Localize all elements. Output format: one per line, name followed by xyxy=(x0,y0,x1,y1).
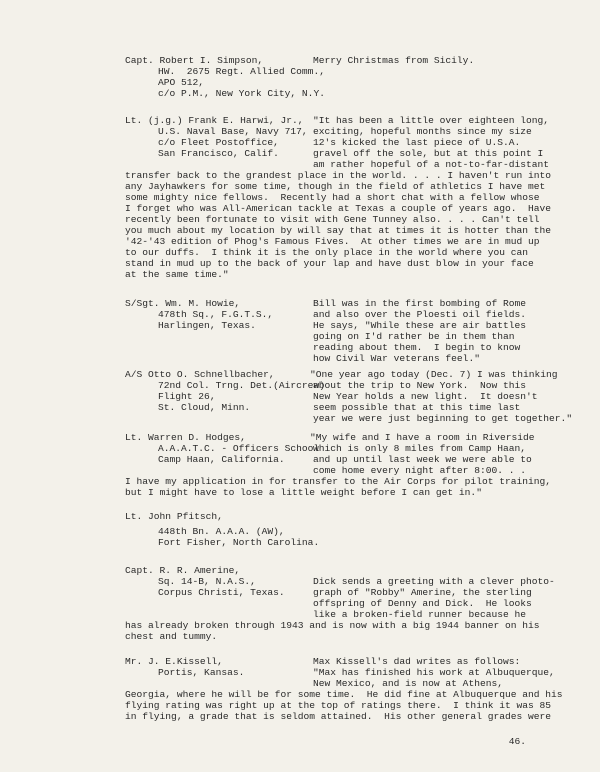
message-line: Merry Christmas from Sicily. xyxy=(313,55,475,66)
message-line: offspring of Denny and Dick. He looks xyxy=(313,598,532,609)
message-line: going on I'd rather be in them than xyxy=(313,331,515,342)
message-line: year we were just beginning to get together." xyxy=(313,413,573,424)
continuation-line: flying rating was right up at the top of ratings there. I think it was 85 xyxy=(125,700,552,711)
address-line: A.A.A.T.C. - Officers School xyxy=(158,443,320,454)
address-line: U.S. Naval Base, Navy 717, xyxy=(158,126,308,137)
address-line: Sq. 14-B, N.A.S., xyxy=(158,576,256,587)
address-line: S/Sgt. Wm. M. Howie, xyxy=(125,298,241,309)
message-line: which is only 8 miles from Camp Haan, xyxy=(313,443,527,454)
message-line: Bill was in the first bombing of Rome xyxy=(313,298,527,309)
address-line: Harlingen, Texas. xyxy=(158,320,256,331)
address-line: Lt. John Pfitsch, xyxy=(125,511,223,522)
continuation-line: to our duffs. I think it is the only place in the world where you can xyxy=(125,247,529,258)
address-line: 478th Sq., F.G.T.S., xyxy=(158,309,274,320)
page-number: 46. xyxy=(508,736,526,747)
address-line: c/o Fleet Postoffice, xyxy=(158,137,279,148)
address-line: Corpus Christi, Texas. xyxy=(158,587,285,598)
message-line: 12's kicked the last piece of U.S.A. xyxy=(313,137,521,148)
continuation-line: '42-'43 edition of Phog's Famous Fives. At other times we are in mud up xyxy=(125,236,540,247)
continuation-line: some mighty nice fellows. Recently had a short chat with a fellow whose xyxy=(125,192,540,203)
address-line: APO 512, xyxy=(158,77,205,88)
continuation-line: stand in mud up to the back of your lap and have dust blow in your face xyxy=(125,258,534,269)
address-line: Lt. Warren D. Hodges, xyxy=(125,432,246,443)
message-line: "My wife and I have a room in Riverside xyxy=(310,432,535,443)
address-line: A/S Otto O. Schnellbacher, xyxy=(125,369,275,380)
address-line: St. Cloud, Minn. xyxy=(158,402,251,413)
address-line: Flight 26, xyxy=(158,391,216,402)
continuation-line: Georgia, where he will be for some time. He did fine at Albuquerque and his xyxy=(125,689,563,700)
message-line: New Mexico, and is now at Athens, xyxy=(313,678,503,689)
address-line: San Francisco, Calif. xyxy=(158,148,279,159)
continuation-line: transfer back to the grandest place in the world. . . . I haven't run into xyxy=(125,170,552,181)
continuation-line: chest and tummy. xyxy=(125,631,218,642)
message-line: and also over the Ploesti oil fields. xyxy=(313,309,527,320)
continuation-line: recently been fortunate to visit with Gene Tunney also. . . . Can't tell xyxy=(125,214,540,225)
message-line: am rather hopeful of a not-to-far-distant xyxy=(313,159,550,170)
address-line: Fort Fisher, North Carolina. xyxy=(158,537,320,548)
message-line: graph of "Robby" Amerine, the sterling xyxy=(313,587,532,598)
address-line: c/o P.M., New York City, N.Y. xyxy=(158,88,325,99)
address-line: 72nd Col. Trng. Det.(Aircrew) xyxy=(158,380,325,391)
message-line: Max Kissell's dad writes as follows: xyxy=(313,656,521,667)
address-line: Camp Haan, California. xyxy=(158,454,285,465)
address-line: Capt. R. R. Amerine, xyxy=(125,565,241,576)
continuation-line: I have my application in for transfer to the Air Corps for pilot training, xyxy=(125,476,552,487)
message-line: exciting, hopeful months since my size xyxy=(313,126,532,137)
address-line: HW. 2675 Regt. Allied Comm., xyxy=(158,66,325,77)
message-line: "Max has finished his work at Albuquerque, xyxy=(313,667,555,678)
address-line: Mr. J. E.Kissell, xyxy=(125,656,223,667)
message-line: Dick sends a greeting with a clever photo- xyxy=(313,576,555,587)
message-line: and up until last week we were able to xyxy=(313,454,532,465)
continuation-line: I forget who was All-American tackle at Texas a couple of years ago. Have xyxy=(125,203,552,214)
address-line: Capt. Robert I. Simpson, xyxy=(125,55,264,66)
address-line: Lt. (j.g.) Frank E. Harwi, Jr., xyxy=(125,115,304,126)
continuation-line: you much about my location by will say that at times it is hotter than the xyxy=(125,225,552,236)
message-line: like a broken-field runner because he xyxy=(313,609,527,620)
message-line: "It has been a little over eighteen long, xyxy=(313,115,550,126)
continuation-line: but I might have to lose a little weight before I can get in." xyxy=(125,487,482,498)
message-line: New Year holds a new light. It doesn't xyxy=(313,391,538,402)
address-line: 448th Bn. A.A.A. (AW), xyxy=(158,526,285,537)
continuation-line: has already broken through 1943 and is now with a big 1944 banner on his xyxy=(125,620,540,631)
message-line: gravel off the sole, but at this point I xyxy=(313,148,544,159)
continuation-line: at the same time." xyxy=(125,269,229,280)
message-line: seem possible that at this time last xyxy=(313,402,521,413)
message-line: about the trip to New York. Now this xyxy=(313,380,527,391)
address-line: Portis, Kansas. xyxy=(158,667,245,678)
message-line: "One year ago today (Dec. 7) I was thinking xyxy=(310,369,558,380)
continuation-line: any Jayhawkers for some time, though in the field of athletics I have met xyxy=(125,181,546,192)
continuation-line: in flying, a grade that is seldom attained. His other general grades were xyxy=(125,711,552,722)
message-line: how Civil War veterans feel." xyxy=(313,353,480,364)
message-line: come home every night after 8:00. . . xyxy=(313,465,527,476)
message-line: reading about them. I begin to know xyxy=(313,342,521,353)
message-line: He says, "While these are air battles xyxy=(313,320,527,331)
